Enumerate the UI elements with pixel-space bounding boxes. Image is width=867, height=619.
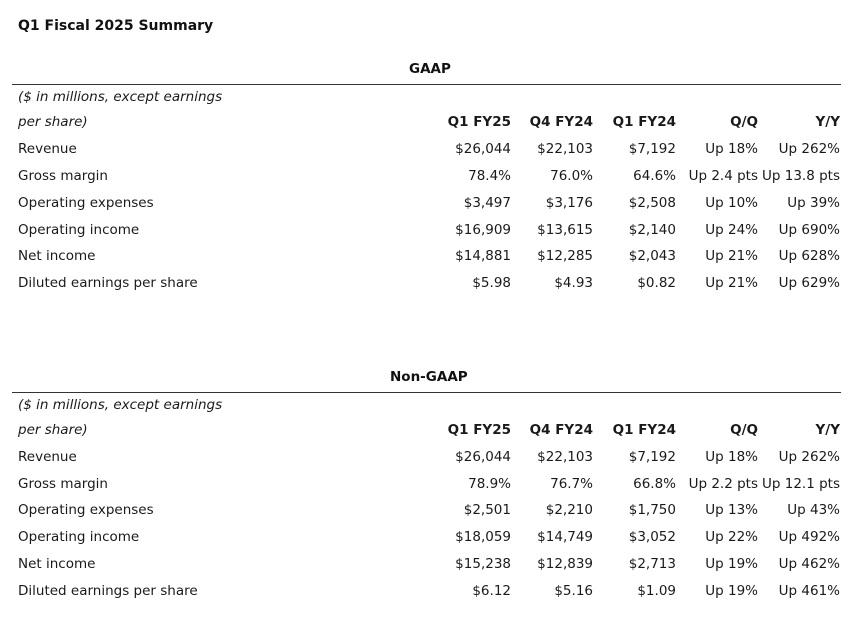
table-cell: 76.0% xyxy=(550,168,593,184)
table-cell: Up 24% xyxy=(705,222,758,238)
table-row xyxy=(0,449,867,475)
row-label: Revenue xyxy=(18,141,77,157)
note-row xyxy=(0,89,867,115)
table-cell: 78.9% xyxy=(468,476,511,492)
table-cell: $2,210 xyxy=(545,502,593,518)
table-cell: Up 22% xyxy=(705,529,758,545)
table-cell: Up 18% xyxy=(705,141,758,157)
table-cell: Up 13.8 pts xyxy=(762,168,840,184)
table-cell: $3,052 xyxy=(628,529,676,545)
units-note: ($ in millions, except earnings xyxy=(18,397,223,413)
table-cell: $7,192 xyxy=(628,141,676,157)
units-note-cont: per share) xyxy=(18,114,88,130)
column-header: Q4 FY24 xyxy=(529,114,593,130)
table-cell: 66.8% xyxy=(633,476,676,492)
column-header: Q1 FY25 xyxy=(447,422,511,438)
table-cell: Up 12.1 pts xyxy=(762,476,840,492)
table-cell: $14,881 xyxy=(455,248,511,264)
column-header: Y/Y xyxy=(815,114,840,130)
table-cell: $15,238 xyxy=(455,556,511,572)
table-cell: Up 2.4 pts xyxy=(688,168,758,184)
table-cell: $5.16 xyxy=(554,583,593,599)
table-cell: Up 629% xyxy=(778,275,840,291)
table-cell: Up 462% xyxy=(778,556,840,572)
table-cell: 78.4% xyxy=(468,168,511,184)
table-cell: Up 13% xyxy=(705,502,758,518)
table-row xyxy=(0,248,867,274)
table-row xyxy=(0,529,867,555)
row-label: Operating expenses xyxy=(18,195,154,211)
table-cell: Up 492% xyxy=(778,529,840,545)
table-cell: $6.12 xyxy=(472,583,511,599)
table-cell: $2,140 xyxy=(628,222,676,238)
table-row xyxy=(0,222,867,248)
table-cell: $22,103 xyxy=(537,141,593,157)
table-row xyxy=(0,556,867,582)
column-header: Q1 FY24 xyxy=(612,114,676,130)
page-title: Q1 Fiscal 2025 Summary xyxy=(18,18,214,34)
row-label: Net income xyxy=(18,556,96,572)
table-cell: Up 43% xyxy=(787,502,840,518)
table-cell: $26,044 xyxy=(455,449,511,465)
table-row xyxy=(0,275,867,301)
table-row xyxy=(0,195,867,221)
table-cell: $2,501 xyxy=(463,502,511,518)
units-note-cont: per share) xyxy=(18,422,88,438)
table-cell: $12,285 xyxy=(537,248,593,264)
section-heading: GAAP xyxy=(409,61,451,77)
table-cell: $12,839 xyxy=(537,556,593,572)
header-row xyxy=(0,114,867,140)
table-row xyxy=(0,141,867,167)
table-cell: Up 10% xyxy=(705,195,758,211)
table-cell: $14,749 xyxy=(537,529,593,545)
table-cell: 64.6% xyxy=(633,168,676,184)
header-row xyxy=(0,422,867,448)
table-cell: $1.09 xyxy=(637,583,676,599)
section-heading: Non-GAAP xyxy=(390,369,468,385)
row-label: Diluted earnings per share xyxy=(18,583,198,599)
table-cell: $1,750 xyxy=(628,502,676,518)
table-row xyxy=(0,502,867,528)
table-cell: $4.93 xyxy=(554,275,593,291)
row-label: Operating income xyxy=(18,222,140,238)
table-cell: Up 262% xyxy=(778,141,840,157)
table-cell: Up 18% xyxy=(705,449,758,465)
table-cell: $7,192 xyxy=(628,449,676,465)
row-label: Diluted earnings per share xyxy=(18,275,198,291)
section-divider xyxy=(12,84,841,85)
table-cell: $3,497 xyxy=(463,195,511,211)
table-cell: 76.7% xyxy=(550,476,593,492)
column-header: Q/Q xyxy=(730,114,758,130)
column-header: Q4 FY24 xyxy=(529,422,593,438)
table-cell: Up 21% xyxy=(705,275,758,291)
table-cell: Up 461% xyxy=(778,583,840,599)
row-label: Gross margin xyxy=(18,476,108,492)
row-label: Revenue xyxy=(18,449,77,465)
table-cell: Up 2.2 pts xyxy=(688,476,758,492)
table-cell: $26,044 xyxy=(455,141,511,157)
table-row xyxy=(0,168,867,194)
table-row xyxy=(0,583,867,609)
table-cell: $2,713 xyxy=(628,556,676,572)
table-cell: $22,103 xyxy=(537,449,593,465)
table-cell: Up 19% xyxy=(705,583,758,599)
table-cell: $18,059 xyxy=(455,529,511,545)
table-cell: Up 690% xyxy=(778,222,840,238)
table-cell: Up 21% xyxy=(705,248,758,264)
section-divider xyxy=(12,392,841,393)
row-label: Net income xyxy=(18,248,96,264)
table-cell: $0.82 xyxy=(637,275,676,291)
table-cell: Up 262% xyxy=(778,449,840,465)
table-cell: $2,043 xyxy=(628,248,676,264)
table-cell: Up 19% xyxy=(705,556,758,572)
table-cell: Up 628% xyxy=(778,248,840,264)
table-cell: $5.98 xyxy=(472,275,511,291)
table-cell: $3,176 xyxy=(545,195,593,211)
column-header: Y/Y xyxy=(815,422,840,438)
units-note: ($ in millions, except earnings xyxy=(18,89,223,105)
table-cell: $2,508 xyxy=(628,195,676,211)
table-row xyxy=(0,476,867,502)
row-label: Gross margin xyxy=(18,168,108,184)
table-cell: $16,909 xyxy=(455,222,511,238)
table-cell: Up 39% xyxy=(787,195,840,211)
column-header: Q1 FY24 xyxy=(612,422,676,438)
column-header: Q/Q xyxy=(730,422,758,438)
row-label: Operating income xyxy=(18,529,140,545)
row-label: Operating expenses xyxy=(18,502,154,518)
column-header: Q1 FY25 xyxy=(447,114,511,130)
table-cell: $13,615 xyxy=(537,222,593,238)
note-row xyxy=(0,397,867,423)
